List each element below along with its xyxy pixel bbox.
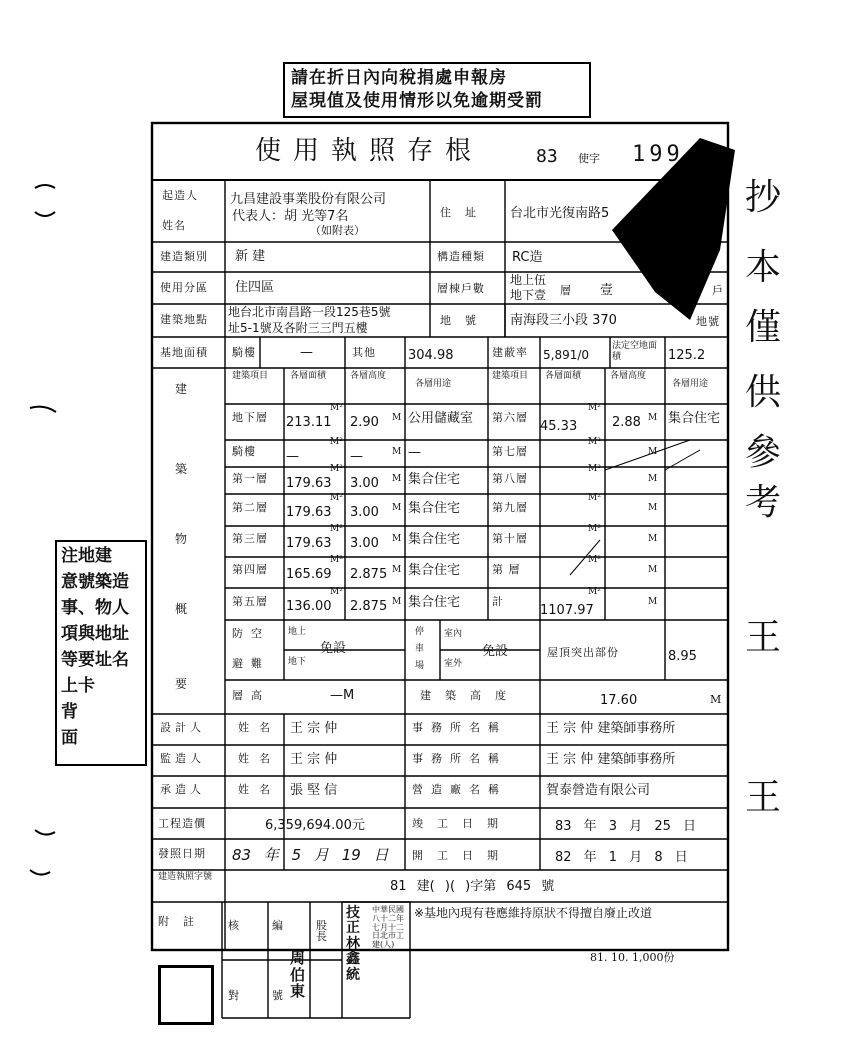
completion-value: 83 年 3 月 25 日 — [555, 819, 697, 834]
builder-note: （如附表） — [310, 224, 365, 237]
coverage-label: 建蔽率 — [492, 346, 528, 359]
person-role: 監造人 — [160, 752, 205, 765]
person-name-label: 姓名 — [238, 752, 280, 765]
other-label: 其他 — [352, 346, 376, 359]
floor-name: 第四層 — [232, 563, 268, 576]
head-left-area: 各層面積 — [290, 371, 327, 381]
type-label: 建造類別 — [160, 250, 208, 263]
coverage-value: 5,891/0 — [543, 348, 590, 362]
arcade-value: — — [300, 345, 313, 360]
sign-verify: 對 — [228, 989, 240, 1002]
floor-name: 第六層 — [492, 411, 528, 424]
floor-height: 3.00 — [350, 536, 379, 551]
margin-char: 供 — [745, 372, 782, 413]
side-char: 概 — [175, 602, 188, 616]
start-value: 82 年 1 月 8 日 — [555, 850, 688, 865]
floor-use: 公用儲藏室 — [408, 411, 474, 426]
shelter-below: 地下 — [288, 657, 307, 667]
stamp-line: 事、物人 — [61, 598, 129, 618]
unit-m: M — [392, 413, 402, 423]
person-role: 設計人 — [160, 721, 205, 734]
print-info: 81. 10. 1,000份 — [590, 951, 675, 964]
open-space-label: 法定空地面積 — [612, 341, 658, 362]
stamp-line: 注地建 — [61, 546, 112, 566]
arcade-label: 騎樓 — [232, 346, 256, 359]
lot-suffix: 地號 — [696, 315, 720, 328]
floor-area: 179.63 — [286, 476, 332, 491]
person-name-label: 姓名 — [238, 783, 280, 796]
stamp-line: 項與地址 — [61, 624, 129, 644]
margin-char: 考 — [745, 482, 782, 523]
floor-height: 2.88 — [612, 415, 641, 430]
unit-m: M — [648, 413, 658, 423]
margin-char: 王 — [745, 777, 782, 818]
person-name: 張 堅 信 — [290, 783, 338, 798]
margin-char: 本 — [745, 247, 782, 288]
zone-value: 住四區 — [235, 280, 275, 295]
floor-name: 計 — [492, 595, 504, 608]
person-org: 王 宗 仲 建築師事務所 — [546, 721, 676, 736]
building-height-label: 建築高度 — [420, 689, 520, 702]
floor-area: 136.00 — [286, 599, 332, 614]
permit-value: 81 建( )( )字第 645 號 — [390, 879, 555, 894]
floor-height: 3.00 — [350, 476, 379, 491]
floor-area: 1107.97 — [540, 603, 594, 618]
floor-name: 第 層 — [492, 563, 521, 576]
start-label: 開工日期 — [412, 849, 512, 862]
roof-value: 8.95 — [668, 649, 697, 664]
sign-edit: 編 — [272, 919, 284, 932]
person-name-label: 姓名 — [238, 721, 280, 734]
unit-m2: M² — [588, 555, 601, 565]
unit-m: M — [392, 597, 402, 607]
floor-name: 第三層 — [232, 532, 268, 545]
person-role: 承造人 — [160, 783, 205, 796]
note-value: ※基地內現有巷應維持原狀不得擅自廢止改道 — [414, 906, 653, 920]
site-label: 建築地點 — [160, 313, 208, 326]
floor-name: 第八層 — [492, 472, 528, 485]
parking-char2: 車 — [415, 644, 425, 654]
floor-name: 第七層 — [492, 445, 528, 458]
unit-m2: M² — [588, 587, 601, 597]
sign-engineer: 技正 林鑫統 — [346, 905, 360, 983]
unit-m2: M² — [330, 524, 343, 534]
unit-m2: M² — [588, 524, 601, 534]
person-org: 賀泰營造有限公司 — [546, 783, 651, 798]
floor-height-label: 層高 — [232, 689, 270, 702]
site-value1: 地台北市南昌路一段125巷5號 — [228, 305, 391, 319]
unit-m2: M² — [330, 587, 343, 597]
margin-char: 僅 — [745, 307, 782, 348]
person-org-label: 事務所名稱 — [412, 721, 507, 734]
shelter-above: 地上 — [288, 627, 307, 637]
floors-one: 壹 — [600, 283, 614, 298]
floor-use: 集合住宅 — [408, 472, 461, 487]
unit-m: M — [392, 534, 402, 544]
floors-above: 地上伍 — [510, 273, 547, 287]
stamp-line: 上卡 — [61, 676, 95, 696]
site-value2: 址5-1號及各附三三門五樓 — [228, 321, 368, 335]
head-left-item: 建築項目 — [232, 371, 269, 381]
unit-m2: M² — [588, 464, 601, 474]
stamp-line: 背 — [61, 702, 78, 722]
floor-name: 第二層 — [232, 501, 268, 514]
address-label: 住址 — [440, 206, 490, 219]
head-right-use: 各層用途 — [672, 379, 709, 389]
side-char: 物 — [175, 532, 188, 546]
head-left-use: 各層用途 — [415, 379, 452, 389]
unit-m2: M² — [330, 464, 343, 474]
head-right-item: 建築項目 — [492, 371, 529, 381]
margin-char: 抄 — [745, 177, 782, 218]
floor-area: — — [286, 449, 299, 464]
sign-check: 核 — [228, 919, 240, 932]
floor-name: 騎樓 — [232, 445, 256, 458]
margin-char: 參 — [745, 432, 782, 473]
person-name: 王 宗 仲 — [290, 752, 338, 767]
shelter-label2: 避難 — [232, 657, 270, 670]
floor-name: 第九層 — [492, 501, 528, 514]
builder-company: 九昌建設事業股份有限公司 — [230, 192, 387, 207]
unit-m: M — [648, 447, 658, 457]
person-org-label: 事務所名稱 — [412, 752, 507, 765]
roof-label: 屋頂突出部份 — [547, 646, 619, 659]
other-value: 304.98 — [408, 348, 454, 363]
unit-m2: M² — [330, 403, 343, 413]
floor-height-value: —M — [330, 688, 355, 703]
unit-m: M — [648, 565, 658, 575]
floors-below: 地下壹 — [510, 288, 547, 302]
zone-label: 使用分區 — [160, 281, 208, 294]
parking-indoor: 室內 — [444, 629, 463, 639]
permit-label: 建造執照字號 — [158, 872, 213, 882]
stamp-line: 意號築造 — [61, 572, 129, 592]
unit-m2: M² — [588, 403, 601, 413]
open-space-value: 125.2 — [668, 348, 706, 363]
unit-m: M — [392, 447, 402, 457]
lot-value: 南海段三小段 370 — [510, 313, 617, 328]
floor-use: 集合住宅 — [408, 532, 461, 547]
unit-m2: M² — [330, 437, 343, 447]
unit-m: M — [392, 474, 402, 484]
left-stamp — [55, 540, 147, 766]
side-char: 建 — [175, 382, 188, 396]
floor-use: — — [408, 445, 421, 460]
parking-char3: 場 — [415, 661, 425, 671]
unit-m2: M² — [330, 555, 343, 565]
unit-m: M — [392, 565, 402, 575]
side-char: 築 — [175, 462, 188, 476]
building-summary-label — [175, 380, 199, 692]
floor-height: 2.875 — [350, 567, 388, 582]
shelter-value: 免設 — [320, 641, 347, 656]
unit-m: M — [392, 503, 402, 513]
builder-label2: 姓名 — [162, 219, 186, 232]
floor-height: — — [350, 449, 363, 464]
stamp-line: 面 — [61, 728, 78, 748]
floor-use: 集合住宅 — [668, 411, 721, 426]
head-right-area: 各層面積 — [545, 371, 582, 381]
person-name: 王 宗 仲 — [290, 721, 338, 736]
unit-m: M — [648, 597, 658, 607]
floor-name: 地下層 — [232, 411, 268, 424]
side-char: 要 — [175, 677, 188, 691]
type-value: 新 建 — [235, 249, 266, 264]
floor-area: 213.11 — [286, 415, 332, 430]
head-left-height: 各層高度 — [350, 371, 387, 381]
parking-char1: 停 — [415, 627, 425, 637]
floor-area: 165.69 — [286, 567, 332, 582]
address-value: 台北市光復南路5 — [510, 206, 610, 221]
floor-height: 2.90 — [350, 415, 379, 430]
unit-m2: M² — [330, 493, 343, 503]
stamp-line: 等要址名 — [61, 650, 129, 670]
building-height-value: 17.60 — [600, 693, 638, 708]
floor-area: 45.33 — [540, 419, 578, 434]
seal-stamp — [158, 965, 214, 1025]
issue-value: 83 年 5 月 19 日 — [232, 846, 389, 864]
issue-label: 發照日期 — [158, 847, 206, 860]
sign-date-stamp: 中華民國八十二年七月十二日北市工建(人) — [372, 905, 404, 950]
parking-outdoor: 室外 — [444, 659, 463, 669]
top-stamp-line2: 屋現值及使用情形以免逾期受罰 — [291, 91, 543, 111]
structure-label: 構造種類 — [437, 250, 485, 263]
unit-m: M — [648, 534, 658, 544]
floors-unit: 戶 — [712, 284, 724, 297]
builder-rep: 代表人：胡 光等7名 — [232, 209, 349, 224]
builder-label1: 起造人 — [162, 189, 198, 202]
floor-name: 第五層 — [232, 595, 268, 608]
floor-area: 179.63 — [286, 536, 332, 551]
completion-label: 竣工日期 — [412, 817, 512, 830]
floor-use: 集合住宅 — [408, 563, 461, 578]
top-stamp-line1: 請在折日內向稅捐處申報房 — [291, 68, 507, 88]
floor-height: 2.875 — [350, 599, 388, 614]
site-area-label: 基地面積 — [160, 346, 208, 359]
head-right-height: 各層高度 — [610, 371, 647, 381]
header-number: 199 — [632, 142, 684, 167]
unit-m2: M² — [588, 493, 601, 503]
unit-m2: M² — [588, 437, 601, 447]
shelter-label1: 防空 — [232, 627, 270, 640]
floor-name: 第一層 — [232, 472, 268, 485]
header-year: 83 — [536, 146, 558, 167]
sign-chief-name: 周伯東 — [290, 949, 306, 1000]
note-label: 附註 — [158, 915, 208, 928]
floor-height: 3.00 — [350, 505, 379, 520]
parking-value: 免設 — [482, 644, 509, 659]
form-title: 使用執照存根 — [255, 136, 484, 166]
floors-layer: 層 — [560, 284, 572, 297]
person-org: 王 宗 仲 建築師事務所 — [546, 752, 676, 767]
structure-value: RC造 — [512, 250, 543, 265]
floor-use: 集合住宅 — [408, 595, 461, 610]
floor-use: 集合住宅 — [408, 501, 461, 516]
floor-name: 第十層 — [492, 532, 528, 545]
cost-value: 6,359,694.00元 — [265, 818, 365, 833]
person-org-label: 營造廠名稱 — [412, 783, 507, 796]
lot-label: 地號 — [440, 314, 490, 327]
building-height-unit: M — [710, 693, 723, 706]
sign-chief: 股長 — [316, 919, 328, 943]
sign-number: 號 — [272, 989, 284, 1002]
unit-m: M — [648, 503, 658, 513]
unit-m: M — [648, 474, 658, 484]
margin-char: 王 — [745, 617, 782, 658]
cost-label: 工程造價 — [158, 817, 206, 830]
header-prefix: 使字 — [578, 152, 600, 165]
floor-area: 179.63 — [286, 505, 332, 520]
floors-label: 層棟戶數 — [437, 282, 485, 295]
